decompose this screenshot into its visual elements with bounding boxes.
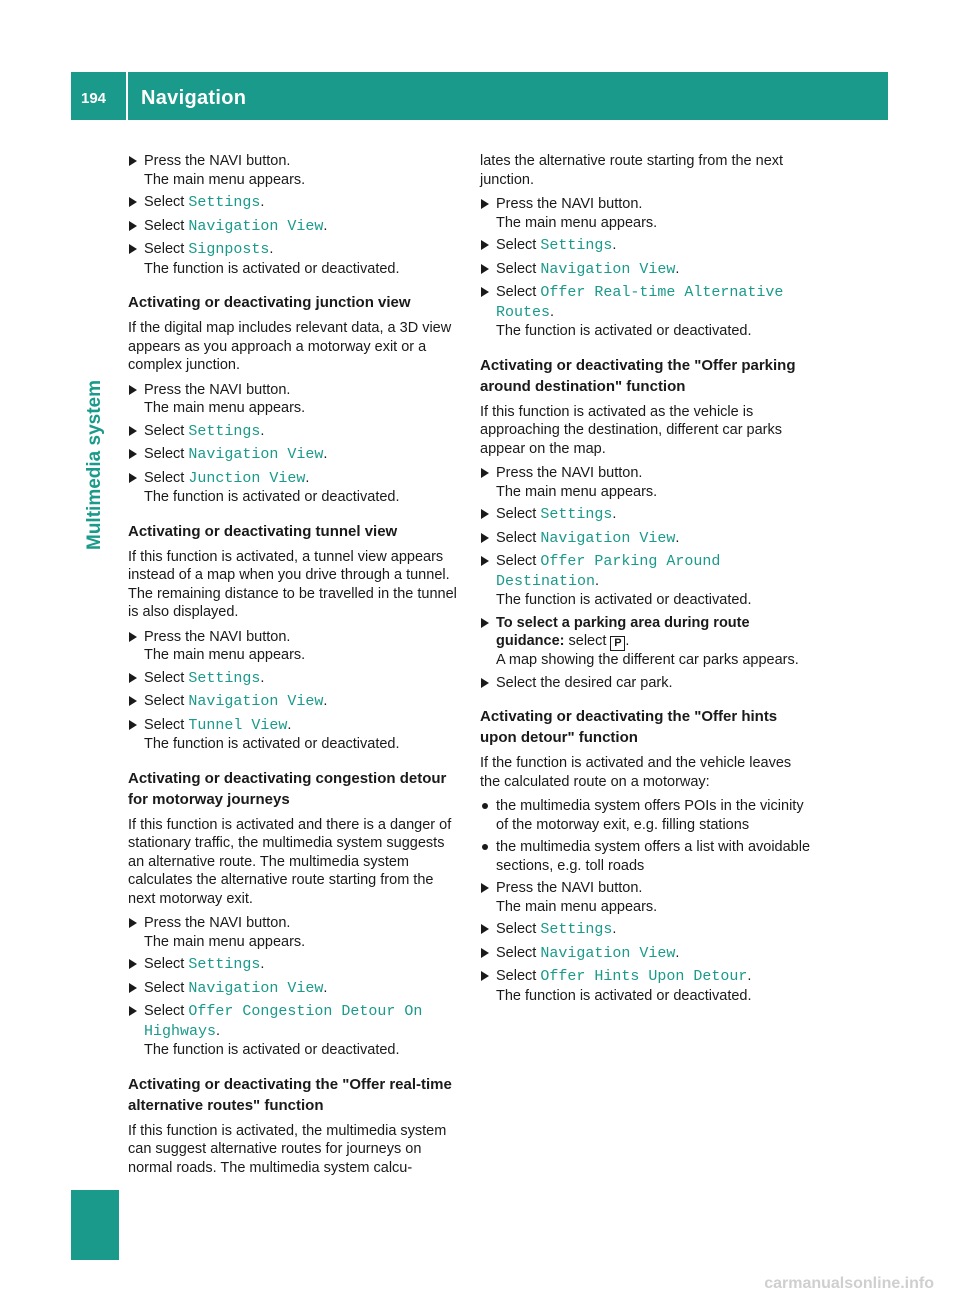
- step: Press the NAVI button. The main menu appears.: [128, 381, 463, 418]
- menu-item-tunnel-view: Tunnel View: [188, 716, 288, 734]
- menu-item-settings: Settings: [188, 194, 261, 211]
- left-column: [128, 152, 463, 1183]
- page-header: [71, 72, 888, 120]
- step-arrow-icon: [129, 632, 137, 642]
- bullet-icon: [482, 803, 488, 809]
- step: Select Navigation View.: [128, 217, 463, 237]
- step: Select Settings.: [128, 422, 463, 442]
- step: Select Navigation View.: [480, 944, 815, 964]
- step: Press the NAVI button. The main menu appears.: [480, 464, 815, 501]
- paragraph: If this function is activated, a tunnel view appears instead of a map when you drive through a tunnel. The remaining distance to be travelled in the tunnel is also displayed.: [128, 548, 457, 620]
- step: Select the desired car park.: [480, 674, 815, 693]
- menu-item-settings: Settings: [188, 669, 261, 687]
- page-number: 194: [81, 90, 107, 107]
- step: Select Navigation View.: [128, 692, 463, 712]
- step-arrow-icon: [129, 197, 137, 207]
- menu-item-realtime-routes: Offer Real-time Alternative Routes: [496, 284, 784, 321]
- menu-item-settings: Settings: [188, 956, 261, 973]
- step-arrow-icon: [481, 971, 489, 981]
- section-heading: Activating or deactivating junction view: [128, 294, 411, 311]
- step-arrow-icon: [481, 678, 489, 688]
- menu-item-navigation-view: Navigation View: [540, 944, 676, 962]
- paragraph: If this function is activated and there is a danger of stationary traffic, the multimedia system suggests an alternative route. The multimedia system calculates the alternative route starting from the next motorway exit.: [128, 816, 452, 907]
- paragraph: If this function is activated, the multimedia system can suggest alternative routes for journeys on normal roads. The multimedia system calcu-: [128, 1122, 447, 1176]
- section-heading: Activating or deactivating congestion detour for motorway journeys: [128, 769, 447, 808]
- paragraph: If the function is activated and the vehicle leaves the calculated route on a motorway:: [480, 755, 792, 790]
- section-heading: Activating or deactivating the "Offer real-time alternative routes" function: [128, 1075, 452, 1114]
- paragraph: If the digital map includes relevant data, a 3D view appears as you approach a motorway exit or a complex junction.: [128, 320, 452, 373]
- parking-icon: P: [610, 636, 625, 651]
- step-arrow-icon: [129, 1006, 137, 1016]
- menu-item-navigation-view: Navigation View: [188, 217, 324, 235]
- step: Press the NAVI button. The main menu appears.: [480, 195, 815, 232]
- step: Select Settings.: [480, 920, 815, 940]
- step-arrow-icon: [481, 533, 489, 543]
- step: Select Signposts. The function is activated or deactivated.: [128, 240, 463, 278]
- step: Select Tunnel View. The function is activated or deactivated.: [128, 716, 463, 754]
- menu-item-junction-view: Junction View: [188, 469, 306, 487]
- step-arrow-icon: [129, 221, 137, 231]
- step-arrow-icon: [481, 509, 489, 519]
- menu-item-settings: Settings: [540, 506, 613, 523]
- step-arrow-icon: [129, 696, 137, 706]
- list-item: the multimedia system offers a list with avoidable sections, e.g. toll roads: [480, 838, 815, 875]
- step-arrow-icon: [129, 983, 137, 993]
- step-arrow-icon: [481, 287, 489, 297]
- step-arrow-icon: [129, 244, 137, 254]
- step: Select Navigation View.: [128, 445, 463, 465]
- step: Press the NAVI button. The main menu appears.: [480, 879, 815, 916]
- step: Press the NAVI button. The main menu appears.: [128, 152, 463, 189]
- step: Select Settings.: [128, 193, 463, 213]
- menu-item-settings: Settings: [540, 237, 613, 254]
- section-title: Navigation: [141, 87, 247, 109]
- step: Select Settings.: [480, 236, 815, 256]
- step: Select Junction View. The function is activated or deactivated.: [128, 469, 463, 507]
- section-heading: Activating or deactivating the "Offer parking around destination" function: [480, 356, 796, 395]
- sidebar: [71, 120, 119, 1260]
- section-heading: Activating or deactivating the "Offer hints upon detour" function: [480, 708, 778, 746]
- step: Select Navigation View.: [480, 260, 815, 280]
- menu-item-signposts: Signposts: [188, 241, 270, 258]
- bullet-icon: [482, 844, 488, 850]
- chapter-label: Multimedia system: [84, 380, 105, 550]
- step: Select Offer Real-time Alternative Routes. The function is activated or deactivated.: [480, 283, 815, 341]
- menu-item-navigation-view: Navigation View: [188, 693, 324, 710]
- list-item: the multimedia system offers POIs in the vicinity of the motorway exit, e.g. filling stations: [480, 797, 815, 834]
- step-arrow-icon: [129, 385, 137, 395]
- step-arrow-icon: [481, 240, 489, 250]
- step-arrow-icon: [481, 948, 489, 958]
- step: Select Settings.: [128, 669, 463, 689]
- section-heading: Activating or deactivating tunnel view: [128, 522, 398, 540]
- menu-item-navigation-view: Navigation View: [188, 979, 324, 997]
- menu-item-hints-detour: Offer Hints Upon Detour: [540, 968, 748, 985]
- step-arrow-icon: [129, 720, 137, 730]
- step-arrow-icon: [129, 959, 137, 969]
- step: Press the NAVI button. The main menu appears.: [128, 914, 463, 951]
- step: Select Navigation View.: [480, 529, 815, 549]
- menu-item-navigation-view: Navigation View: [540, 529, 676, 547]
- step-arrow-icon: [481, 883, 489, 893]
- step-arrow-icon: [129, 156, 137, 166]
- header-divider: [126, 72, 128, 120]
- step: Select Settings.: [128, 955, 463, 975]
- step-arrow-icon: [481, 264, 489, 274]
- right-column: [480, 152, 815, 1009]
- menu-item-parking-destination: Offer Parking Around Destination: [496, 553, 721, 590]
- step-arrow-icon: [129, 673, 137, 683]
- step-arrow-icon: [481, 468, 489, 478]
- menu-item-navigation-view: Navigation View: [540, 260, 676, 278]
- step-arrow-icon: [129, 426, 137, 436]
- paragraph: If this function is activated as the vehicle is approaching the destination, different car parks appear on the map.: [480, 403, 783, 457]
- step: Press the NAVI button. The main menu appears.: [128, 628, 463, 665]
- sidebar-block: [71, 1190, 119, 1260]
- step: Select Offer Congestion Detour On Highways. The function is activated or deactivated.: [128, 1002, 463, 1060]
- step: Select Offer Parking Around Destination. The function is activated or deactivated.: [480, 552, 815, 610]
- step: Select Navigation View.: [128, 979, 463, 999]
- menu-item-congestion-detour: Offer Congestion Detour On Highways: [144, 1003, 423, 1040]
- step-arrow-icon: [481, 556, 489, 566]
- menu-item-settings: Settings: [540, 921, 613, 938]
- menu-item-settings: Settings: [188, 422, 261, 440]
- step: To select a parking area during route guidance: select P . A map showing the different car parks appears.: [480, 614, 815, 670]
- step-arrow-icon: [481, 199, 489, 209]
- step-arrow-icon: [481, 618, 489, 628]
- step-arrow-icon: [481, 924, 489, 934]
- step-arrow-icon: [129, 918, 137, 928]
- watermark: carmanualsonline.info: [764, 1275, 934, 1292]
- step: Select Settings.: [480, 505, 815, 525]
- paragraph: lates the alternative route starting from the next junction.: [480, 153, 784, 188]
- step-arrow-icon: [129, 449, 137, 459]
- step-arrow-icon: [129, 473, 137, 483]
- menu-item-navigation-view: Navigation View: [188, 446, 324, 463]
- step: Select Offer Hints Upon Detour. The function is activated or deactivated.: [480, 967, 815, 1005]
